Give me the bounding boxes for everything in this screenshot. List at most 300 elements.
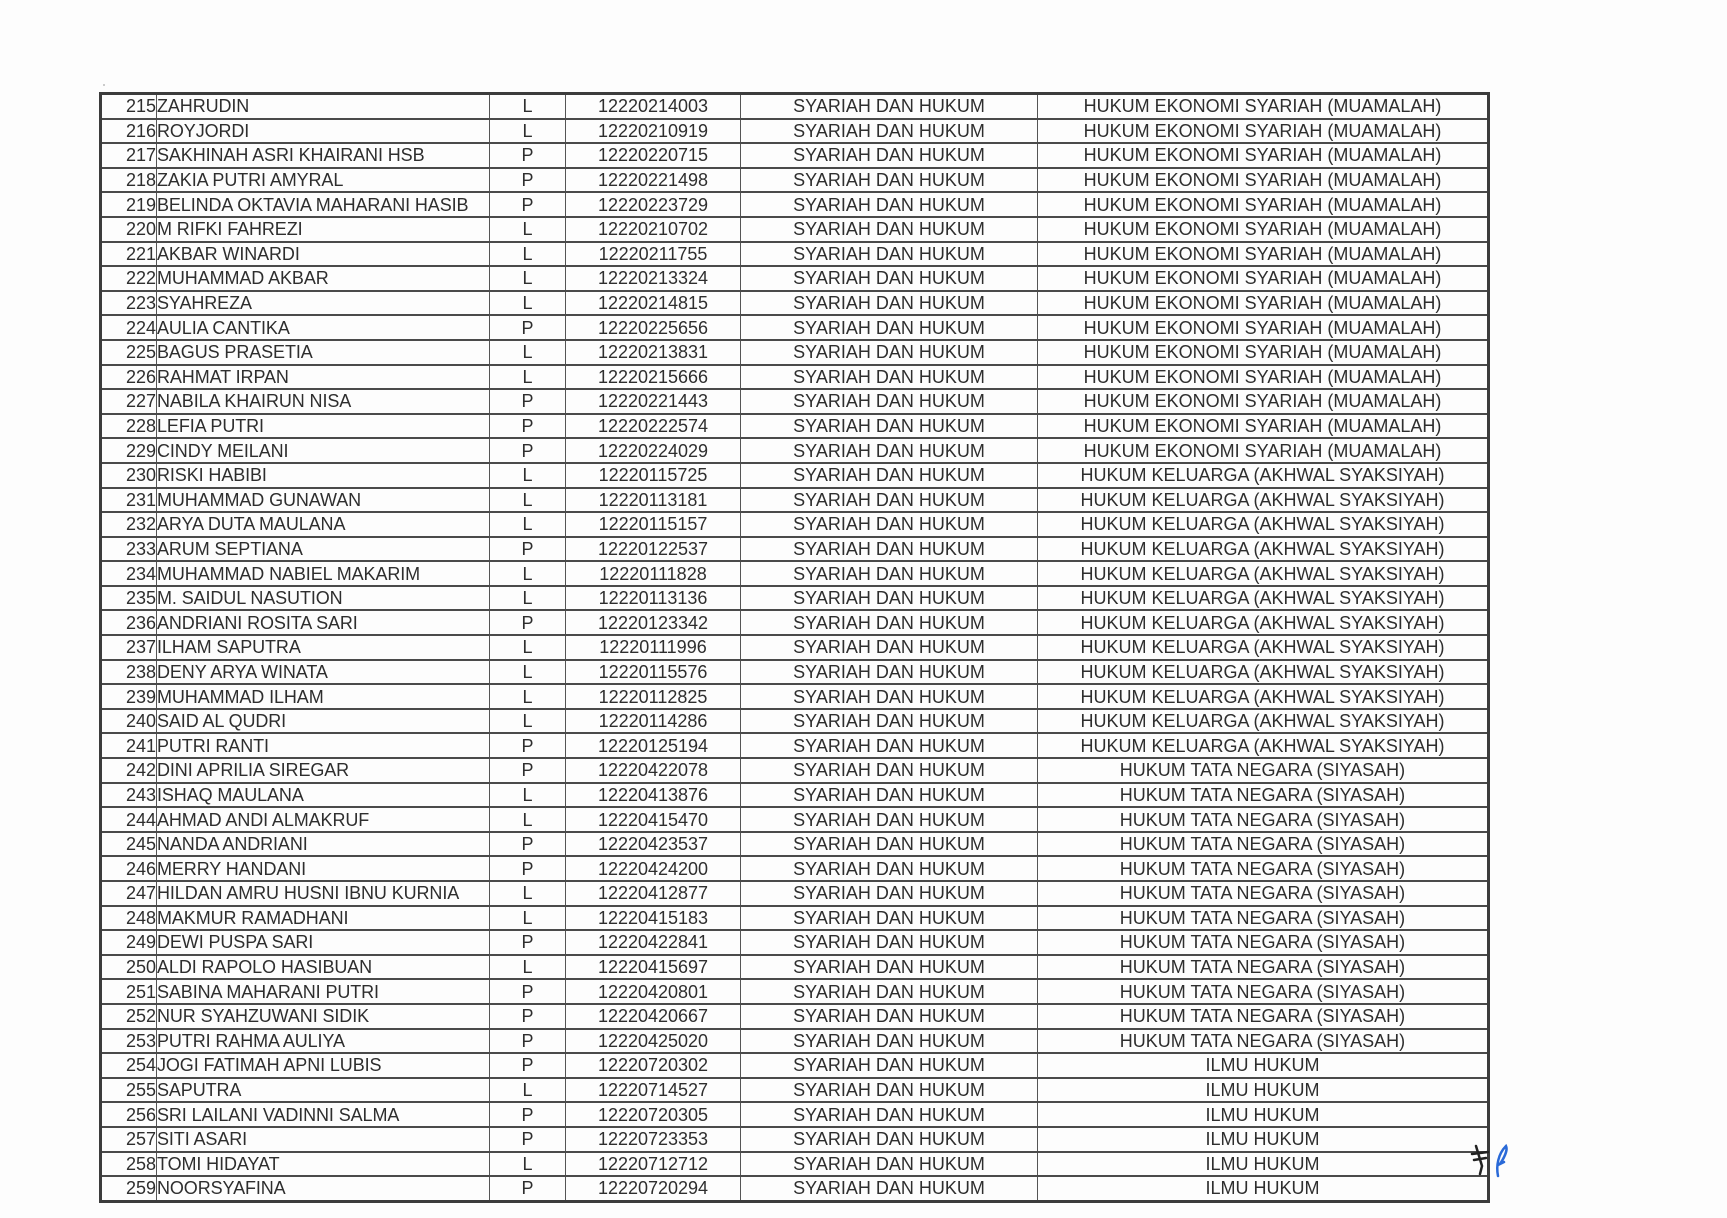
gender-cell: P xyxy=(490,1004,566,1029)
table-row xyxy=(101,856,1489,881)
student-name-cell: LEFIA PUTRI xyxy=(157,414,490,439)
gender-cell: L xyxy=(490,1078,566,1103)
row-number-cell: 238 xyxy=(101,660,157,685)
study-program-cell: HUKUM TATA NEGARA (SIYASAH) xyxy=(1038,807,1489,832)
row-number-cell: 230 xyxy=(101,463,157,488)
table-row xyxy=(101,635,1489,660)
student-id-cell: 12220210919 xyxy=(566,119,741,144)
student-id-cell: 12220213831 xyxy=(566,340,741,365)
faculty-cell: SYARIAH DAN HUKUM xyxy=(741,291,1038,316)
student-name-cell: AHMAD ANDI ALMAKRUF xyxy=(157,807,490,832)
table-row xyxy=(101,94,1489,119)
faculty-cell: SYARIAH DAN HUKUM xyxy=(741,832,1038,857)
gender-cell: L xyxy=(490,684,566,709)
faculty-cell: SYARIAH DAN HUKUM xyxy=(741,635,1038,660)
faculty-cell: SYARIAH DAN HUKUM xyxy=(741,414,1038,439)
faculty-cell: SYARIAH DAN HUKUM xyxy=(741,512,1038,537)
faculty-cell: SYARIAH DAN HUKUM xyxy=(741,906,1038,931)
gender-cell: L xyxy=(490,586,566,611)
student-id-cell: 12220221443 xyxy=(566,389,741,414)
student-id-cell: 12220113181 xyxy=(566,488,741,513)
faculty-cell: SYARIAH DAN HUKUM xyxy=(741,733,1038,758)
row-number-cell: 234 xyxy=(101,561,157,586)
student-id-cell: 12220220715 xyxy=(566,143,741,168)
student-name-cell: DENY ARYA WINATA xyxy=(157,660,490,685)
gender-cell: L xyxy=(490,463,566,488)
faculty-cell: SYARIAH DAN HUKUM xyxy=(741,1004,1038,1029)
study-program-cell: HUKUM KELUARGA (AKHWAL SYAKSIYAH) xyxy=(1038,709,1489,734)
faculty-cell: SYARIAH DAN HUKUM xyxy=(741,660,1038,685)
student-id-cell: 12220425020 xyxy=(566,1029,741,1054)
row-number-cell: 243 xyxy=(101,783,157,808)
gender-cell: P xyxy=(490,832,566,857)
student-id-cell: 12220424200 xyxy=(566,856,741,881)
row-number-cell: 232 xyxy=(101,512,157,537)
gender-cell: P xyxy=(490,979,566,1004)
student-name-cell: BAGUS PRASETIA xyxy=(157,340,490,365)
gender-cell: L xyxy=(490,955,566,980)
row-number-cell: 244 xyxy=(101,807,157,832)
student-name-cell: NUR SYAHZUWANI SIDIK xyxy=(157,1004,490,1029)
table-row xyxy=(101,832,1489,857)
student-list-table xyxy=(99,92,1490,1203)
study-program-cell: HUKUM KELUARGA (AKHWAL SYAKSIYAH) xyxy=(1038,586,1489,611)
table-row xyxy=(101,709,1489,734)
study-program-cell: HUKUM KELUARGA (AKHWAL SYAKSIYAH) xyxy=(1038,463,1489,488)
gender-cell: P xyxy=(490,856,566,881)
student-id-cell: 12220223729 xyxy=(566,192,741,217)
faculty-cell: SYARIAH DAN HUKUM xyxy=(741,168,1038,193)
row-number-cell: 237 xyxy=(101,635,157,660)
faculty-cell: SYARIAH DAN HUKUM xyxy=(741,856,1038,881)
table-row xyxy=(101,783,1489,808)
study-program-cell: HUKUM EKONOMI SYARIAH (MUAMALAH) xyxy=(1038,266,1489,291)
study-program-cell: HUKUM EKONOMI SYARIAH (MUAMALAH) xyxy=(1038,143,1489,168)
row-number-cell: 215 xyxy=(101,94,157,119)
student-id-cell: 12220420801 xyxy=(566,979,741,1004)
faculty-cell: SYARIAH DAN HUKUM xyxy=(741,610,1038,635)
student-id-cell: 12220215666 xyxy=(566,365,741,390)
row-number-cell: 256 xyxy=(101,1102,157,1127)
student-name-cell: ZAHRUDIN xyxy=(157,94,490,119)
gender-cell: L xyxy=(490,94,566,119)
faculty-cell: SYARIAH DAN HUKUM xyxy=(741,881,1038,906)
student-id-cell: 12220720302 xyxy=(566,1053,741,1078)
gender-cell: L xyxy=(490,807,566,832)
student-id-cell: 12220213324 xyxy=(566,266,741,291)
row-number-cell: 225 xyxy=(101,340,157,365)
row-number-cell: 221 xyxy=(101,242,157,267)
student-name-cell: BELINDA OKTAVIA MAHARANI HASIB xyxy=(157,192,490,217)
student-id-cell: 12220714527 xyxy=(566,1078,741,1103)
faculty-cell: SYARIAH DAN HUKUM xyxy=(741,586,1038,611)
gender-cell: P xyxy=(490,414,566,439)
student-name-cell: SAID AL QUDRI xyxy=(157,709,490,734)
study-program-cell: HUKUM EKONOMI SYARIAH (MUAMALAH) xyxy=(1038,438,1489,463)
study-program-cell: HUKUM EKONOMI SYARIAH (MUAMALAH) xyxy=(1038,217,1489,242)
study-program-cell: HUKUM KELUARGA (AKHWAL SYAKSIYAH) xyxy=(1038,512,1489,537)
table-row xyxy=(101,488,1489,513)
student-name-cell: RAHMAT IRPAN xyxy=(157,365,490,390)
student-id-cell: 12220415183 xyxy=(566,906,741,931)
row-number-cell: 246 xyxy=(101,856,157,881)
gender-cell: P xyxy=(490,168,566,193)
gender-cell: P xyxy=(490,1127,566,1152)
row-number-cell: 235 xyxy=(101,586,157,611)
table-row xyxy=(101,684,1489,709)
student-name-cell: ZAKIA PUTRI AMYRAL xyxy=(157,168,490,193)
student-name-cell: NOORSYAFINA xyxy=(157,1176,490,1201)
student-id-cell: 12220723353 xyxy=(566,1127,741,1152)
faculty-cell: SYARIAH DAN HUKUM xyxy=(741,561,1038,586)
table-row xyxy=(101,266,1489,291)
study-program-cell: ILMU HUKUM xyxy=(1038,1078,1489,1103)
table-row xyxy=(101,1078,1489,1103)
gender-cell: L xyxy=(490,340,566,365)
student-name-cell: MUHAMMAD NABIEL MAKARIM xyxy=(157,561,490,586)
faculty-cell: SYARIAH DAN HUKUM xyxy=(741,1078,1038,1103)
student-name-cell: ARUM SEPTIANA xyxy=(157,537,490,562)
table-row xyxy=(101,979,1489,1004)
study-program-cell: HUKUM TATA NEGARA (SIYASAH) xyxy=(1038,832,1489,857)
faculty-cell: SYARIAH DAN HUKUM xyxy=(741,1102,1038,1127)
row-number-cell: 229 xyxy=(101,438,157,463)
table-row xyxy=(101,1004,1489,1029)
row-number-cell: 252 xyxy=(101,1004,157,1029)
faculty-cell: SYARIAH DAN HUKUM xyxy=(741,1029,1038,1054)
gender-cell: L xyxy=(490,635,566,660)
faculty-cell: SYARIAH DAN HUKUM xyxy=(741,807,1038,832)
faculty-cell: SYARIAH DAN HUKUM xyxy=(741,389,1038,414)
scan-speck xyxy=(103,84,105,86)
row-number-cell: 219 xyxy=(101,192,157,217)
gender-cell: L xyxy=(490,660,566,685)
study-program-cell: HUKUM KELUARGA (AKHWAL SYAKSIYAH) xyxy=(1038,733,1489,758)
student-name-cell: ROYJORDI xyxy=(157,119,490,144)
student-id-cell: 12220111996 xyxy=(566,635,741,660)
faculty-cell: SYARIAH DAN HUKUM xyxy=(741,1127,1038,1152)
student-id-cell: 12220222574 xyxy=(566,414,741,439)
gender-cell: L xyxy=(490,365,566,390)
row-number-cell: 231 xyxy=(101,488,157,513)
table-row xyxy=(101,389,1489,414)
student-id-cell: 12220112825 xyxy=(566,684,741,709)
faculty-cell: SYARIAH DAN HUKUM xyxy=(741,979,1038,1004)
faculty-cell: SYARIAH DAN HUKUM xyxy=(741,463,1038,488)
student-name-cell: PUTRI RANTI xyxy=(157,733,490,758)
table-row xyxy=(101,217,1489,242)
table-row xyxy=(101,906,1489,931)
study-program-cell: HUKUM TATA NEGARA (SIYASAH) xyxy=(1038,758,1489,783)
student-id-cell: 12220211755 xyxy=(566,242,741,267)
study-program-cell: HUKUM KELUARGA (AKHWAL SYAKSIYAH) xyxy=(1038,561,1489,586)
gender-cell: P xyxy=(490,610,566,635)
student-name-cell: SITI ASARI xyxy=(157,1127,490,1152)
student-id-cell: 12220415697 xyxy=(566,955,741,980)
faculty-cell: SYARIAH DAN HUKUM xyxy=(741,438,1038,463)
gender-cell: L xyxy=(490,242,566,267)
student-name-cell: SAPUTRA xyxy=(157,1078,490,1103)
row-number-cell: 242 xyxy=(101,758,157,783)
study-program-cell: ILMU HUKUM xyxy=(1038,1102,1489,1127)
row-number-cell: 251 xyxy=(101,979,157,1004)
gender-cell: L xyxy=(490,561,566,586)
row-number-cell: 247 xyxy=(101,881,157,906)
study-program-cell: HUKUM EKONOMI SYARIAH (MUAMALAH) xyxy=(1038,242,1489,267)
study-program-cell: HUKUM EKONOMI SYARIAH (MUAMALAH) xyxy=(1038,119,1489,144)
student-name-cell: AKBAR WINARDI xyxy=(157,242,490,267)
gender-cell: L xyxy=(490,906,566,931)
student-name-cell: NABILA KHAIRUN NISA xyxy=(157,389,490,414)
student-id-cell: 12220224029 xyxy=(566,438,741,463)
faculty-cell: SYARIAH DAN HUKUM xyxy=(741,266,1038,291)
student-name-cell: AULIA CANTIKA xyxy=(157,315,490,340)
study-program-cell: HUKUM TATA NEGARA (SIYASAH) xyxy=(1038,783,1489,808)
table-row xyxy=(101,930,1489,955)
gender-cell: P xyxy=(490,733,566,758)
table-row xyxy=(101,807,1489,832)
faculty-cell: SYARIAH DAN HUKUM xyxy=(741,1152,1038,1177)
student-name-cell: PUTRI RAHMA AULIYA xyxy=(157,1029,490,1054)
student-name-cell: ALDI RAPOLO HASIBUAN xyxy=(157,955,490,980)
faculty-cell: SYARIAH DAN HUKUM xyxy=(741,783,1038,808)
row-number-cell: 253 xyxy=(101,1029,157,1054)
student-name-cell: ARYA DUTA MAULANA xyxy=(157,512,490,537)
student-id-cell: 12220413876 xyxy=(566,783,741,808)
gender-cell: L xyxy=(490,512,566,537)
student-id-cell: 12220422841 xyxy=(566,930,741,955)
faculty-cell: SYARIAH DAN HUKUM xyxy=(741,340,1038,365)
table-row xyxy=(101,1029,1489,1054)
study-program-cell: HUKUM KELUARGA (AKHWAL SYAKSIYAH) xyxy=(1038,660,1489,685)
student-id-cell: 12220412877 xyxy=(566,881,741,906)
table-row xyxy=(101,168,1489,193)
student-name-cell: ISHAQ MAULANA xyxy=(157,783,490,808)
table-row xyxy=(101,610,1489,635)
student-name-cell: ANDRIANI ROSITA SARI xyxy=(157,610,490,635)
faculty-cell: SYARIAH DAN HUKUM xyxy=(741,365,1038,390)
table-row xyxy=(101,119,1489,144)
student-id-cell: 12220720305 xyxy=(566,1102,741,1127)
study-program-cell: HUKUM EKONOMI SYARIAH (MUAMALAH) xyxy=(1038,168,1489,193)
table-row xyxy=(101,1102,1489,1127)
row-number-cell: 240 xyxy=(101,709,157,734)
study-program-cell: HUKUM TATA NEGARA (SIYASAH) xyxy=(1038,979,1489,1004)
study-program-cell: HUKUM EKONOMI SYARIAH (MUAMALAH) xyxy=(1038,94,1489,119)
faculty-cell: SYARIAH DAN HUKUM xyxy=(741,143,1038,168)
table-row xyxy=(101,414,1489,439)
study-program-cell: HUKUM EKONOMI SYARIAH (MUAMALAH) xyxy=(1038,365,1489,390)
table-row xyxy=(101,315,1489,340)
table-row xyxy=(101,463,1489,488)
study-program-cell: HUKUM KELUARGA (AKHWAL SYAKSIYAH) xyxy=(1038,537,1489,562)
initials-black-stroke xyxy=(1472,1146,1488,1174)
student-id-cell: 12220122537 xyxy=(566,537,741,562)
study-program-cell: HUKUM TATA NEGARA (SIYASAH) xyxy=(1038,955,1489,980)
row-number-cell: 236 xyxy=(101,610,157,635)
gender-cell: L xyxy=(490,217,566,242)
study-program-cell: HUKUM EKONOMI SYARIAH (MUAMALAH) xyxy=(1038,291,1489,316)
student-id-cell: 12220115725 xyxy=(566,463,741,488)
gender-cell: L xyxy=(490,291,566,316)
gender-cell: P xyxy=(490,1053,566,1078)
row-number-cell: 259 xyxy=(101,1176,157,1201)
table-row xyxy=(101,660,1489,685)
study-program-cell: ILMU HUKUM xyxy=(1038,1127,1489,1152)
student-name-cell: M RIFKI FAHREZI xyxy=(157,217,490,242)
gender-cell: L xyxy=(490,1152,566,1177)
student-id-cell: 12220113136 xyxy=(566,586,741,611)
row-number-cell: 241 xyxy=(101,733,157,758)
student-id-cell: 12220720294 xyxy=(566,1176,741,1201)
gender-cell: L xyxy=(490,488,566,513)
student-name-cell: SAKHINAH ASRI KHAIRANI HSB xyxy=(157,143,490,168)
faculty-cell: SYARIAH DAN HUKUM xyxy=(741,955,1038,980)
table-row xyxy=(101,586,1489,611)
faculty-cell: SYARIAH DAN HUKUM xyxy=(741,488,1038,513)
study-program-cell: HUKUM TATA NEGARA (SIYASAH) xyxy=(1038,930,1489,955)
row-number-cell: 218 xyxy=(101,168,157,193)
study-program-cell: HUKUM TATA NEGARA (SIYASAH) xyxy=(1038,881,1489,906)
gender-cell: L xyxy=(490,266,566,291)
student-id-cell: 12220423537 xyxy=(566,832,741,857)
student-name-cell: SABINA MAHARANI PUTRI xyxy=(157,979,490,1004)
faculty-cell: SYARIAH DAN HUKUM xyxy=(741,537,1038,562)
student-id-cell: 12220221498 xyxy=(566,168,741,193)
row-number-cell: 257 xyxy=(101,1127,157,1152)
student-id-cell: 12220114286 xyxy=(566,709,741,734)
faculty-cell: SYARIAH DAN HUKUM xyxy=(741,930,1038,955)
student-name-cell: HILDAN AMRU HUSNI IBNU KURNIA xyxy=(157,881,490,906)
faculty-cell: SYARIAH DAN HUKUM xyxy=(741,94,1038,119)
table-row xyxy=(101,1127,1489,1152)
student-name-cell: MUHAMMAD GUNAWAN xyxy=(157,488,490,513)
study-program-cell: HUKUM EKONOMI SYARIAH (MUAMALAH) xyxy=(1038,389,1489,414)
row-number-cell: 258 xyxy=(101,1152,157,1177)
row-number-cell: 227 xyxy=(101,389,157,414)
row-number-cell: 220 xyxy=(101,217,157,242)
student-name-cell: ILHAM SAPUTRA xyxy=(157,635,490,660)
study-program-cell: HUKUM TATA NEGARA (SIYASAH) xyxy=(1038,906,1489,931)
study-program-cell: HUKUM TATA NEGARA (SIYASAH) xyxy=(1038,856,1489,881)
row-number-cell: 255 xyxy=(101,1078,157,1103)
gender-cell: L xyxy=(490,119,566,144)
row-number-cell: 226 xyxy=(101,365,157,390)
study-program-cell: ILMU HUKUM xyxy=(1038,1053,1489,1078)
table-row xyxy=(101,1176,1489,1201)
faculty-cell: SYARIAH DAN HUKUM xyxy=(741,119,1038,144)
study-program-cell: HUKUM EKONOMI SYARIAH (MUAMALAH) xyxy=(1038,315,1489,340)
row-number-cell: 223 xyxy=(101,291,157,316)
gender-cell: P xyxy=(490,537,566,562)
student-name-cell: SYAHREZA xyxy=(157,291,490,316)
table-row xyxy=(101,537,1489,562)
row-number-cell: 239 xyxy=(101,684,157,709)
table-row xyxy=(101,512,1489,537)
table-row xyxy=(101,365,1489,390)
student-name-cell: CINDY MEILANI xyxy=(157,438,490,463)
student-name-cell: JOGI FATIMAH APNI LUBIS xyxy=(157,1053,490,1078)
student-id-cell: 12220225656 xyxy=(566,315,741,340)
study-program-cell: ILMU HUKUM xyxy=(1038,1152,1489,1177)
study-program-cell: HUKUM EKONOMI SYARIAH (MUAMALAH) xyxy=(1038,192,1489,217)
table-row xyxy=(101,242,1489,267)
gender-cell: P xyxy=(490,1102,566,1127)
table-row xyxy=(101,291,1489,316)
table-row xyxy=(101,955,1489,980)
gender-cell: L xyxy=(490,709,566,734)
student-id-cell: 12220712712 xyxy=(566,1152,741,1177)
student-id-cell: 12220214003 xyxy=(566,94,741,119)
row-number-cell: 245 xyxy=(101,832,157,857)
student-id-cell: 12220210702 xyxy=(566,217,741,242)
row-number-cell: 250 xyxy=(101,955,157,980)
table-row xyxy=(101,758,1489,783)
row-number-cell: 216 xyxy=(101,119,157,144)
study-program-cell: HUKUM KELUARGA (AKHWAL SYAKSIYAH) xyxy=(1038,635,1489,660)
table-row xyxy=(101,143,1489,168)
table-row xyxy=(101,1152,1489,1177)
faculty-cell: SYARIAH DAN HUKUM xyxy=(741,709,1038,734)
student-id-cell: 12220422078 xyxy=(566,758,741,783)
table-row xyxy=(101,192,1489,217)
table-row xyxy=(101,1053,1489,1078)
table-row xyxy=(101,733,1489,758)
gender-cell: P xyxy=(490,192,566,217)
student-name-cell: DINI APRILIA SIREGAR xyxy=(157,758,490,783)
table-row xyxy=(101,438,1489,463)
faculty-cell: SYARIAH DAN HUKUM xyxy=(741,1176,1038,1201)
faculty-cell: SYARIAH DAN HUKUM xyxy=(741,217,1038,242)
student-name-cell: DEWI PUSPA SARI xyxy=(157,930,490,955)
gender-cell: P xyxy=(490,315,566,340)
study-program-cell: HUKUM EKONOMI SYARIAH (MUAMALAH) xyxy=(1038,340,1489,365)
student-name-cell: RISKI HABIBI xyxy=(157,463,490,488)
gender-cell: P xyxy=(490,389,566,414)
student-id-cell: 12220123342 xyxy=(566,610,741,635)
student-name-cell: MERRY HANDANI xyxy=(157,856,490,881)
student-id-cell: 12220125194 xyxy=(566,733,741,758)
faculty-cell: SYARIAH DAN HUKUM xyxy=(741,242,1038,267)
study-program-cell: HUKUM EKONOMI SYARIAH (MUAMALAH) xyxy=(1038,414,1489,439)
handwritten-initials-icon xyxy=(1468,1140,1518,1185)
row-number-cell: 228 xyxy=(101,414,157,439)
row-number-cell: 254 xyxy=(101,1053,157,1078)
gender-cell: P xyxy=(490,143,566,168)
row-number-cell: 249 xyxy=(101,930,157,955)
initials-blue-stroke xyxy=(1497,1146,1506,1176)
gender-cell: P xyxy=(490,930,566,955)
gender-cell: L xyxy=(490,881,566,906)
table-row xyxy=(101,881,1489,906)
student-name-cell: NANDA ANDRIANI xyxy=(157,832,490,857)
faculty-cell: SYARIAH DAN HUKUM xyxy=(741,192,1038,217)
row-number-cell: 217 xyxy=(101,143,157,168)
student-name-cell: M. SAIDUL NASUTION xyxy=(157,586,490,611)
study-program-cell: HUKUM TATA NEGARA (SIYASAH) xyxy=(1038,1029,1489,1054)
student-id-cell: 12220111828 xyxy=(566,561,741,586)
row-number-cell: 222 xyxy=(101,266,157,291)
student-name-cell: MUHAMMAD ILHAM xyxy=(157,684,490,709)
row-number-cell: 233 xyxy=(101,537,157,562)
table-row xyxy=(101,340,1489,365)
faculty-cell: SYARIAH DAN HUKUM xyxy=(741,315,1038,340)
row-number-cell: 248 xyxy=(101,906,157,931)
student-id-cell: 12220214815 xyxy=(566,291,741,316)
student-id-cell: 12220115157 xyxy=(566,512,741,537)
student-id-cell: 12220420667 xyxy=(566,1004,741,1029)
study-program-cell: ILMU HUKUM xyxy=(1038,1176,1489,1201)
